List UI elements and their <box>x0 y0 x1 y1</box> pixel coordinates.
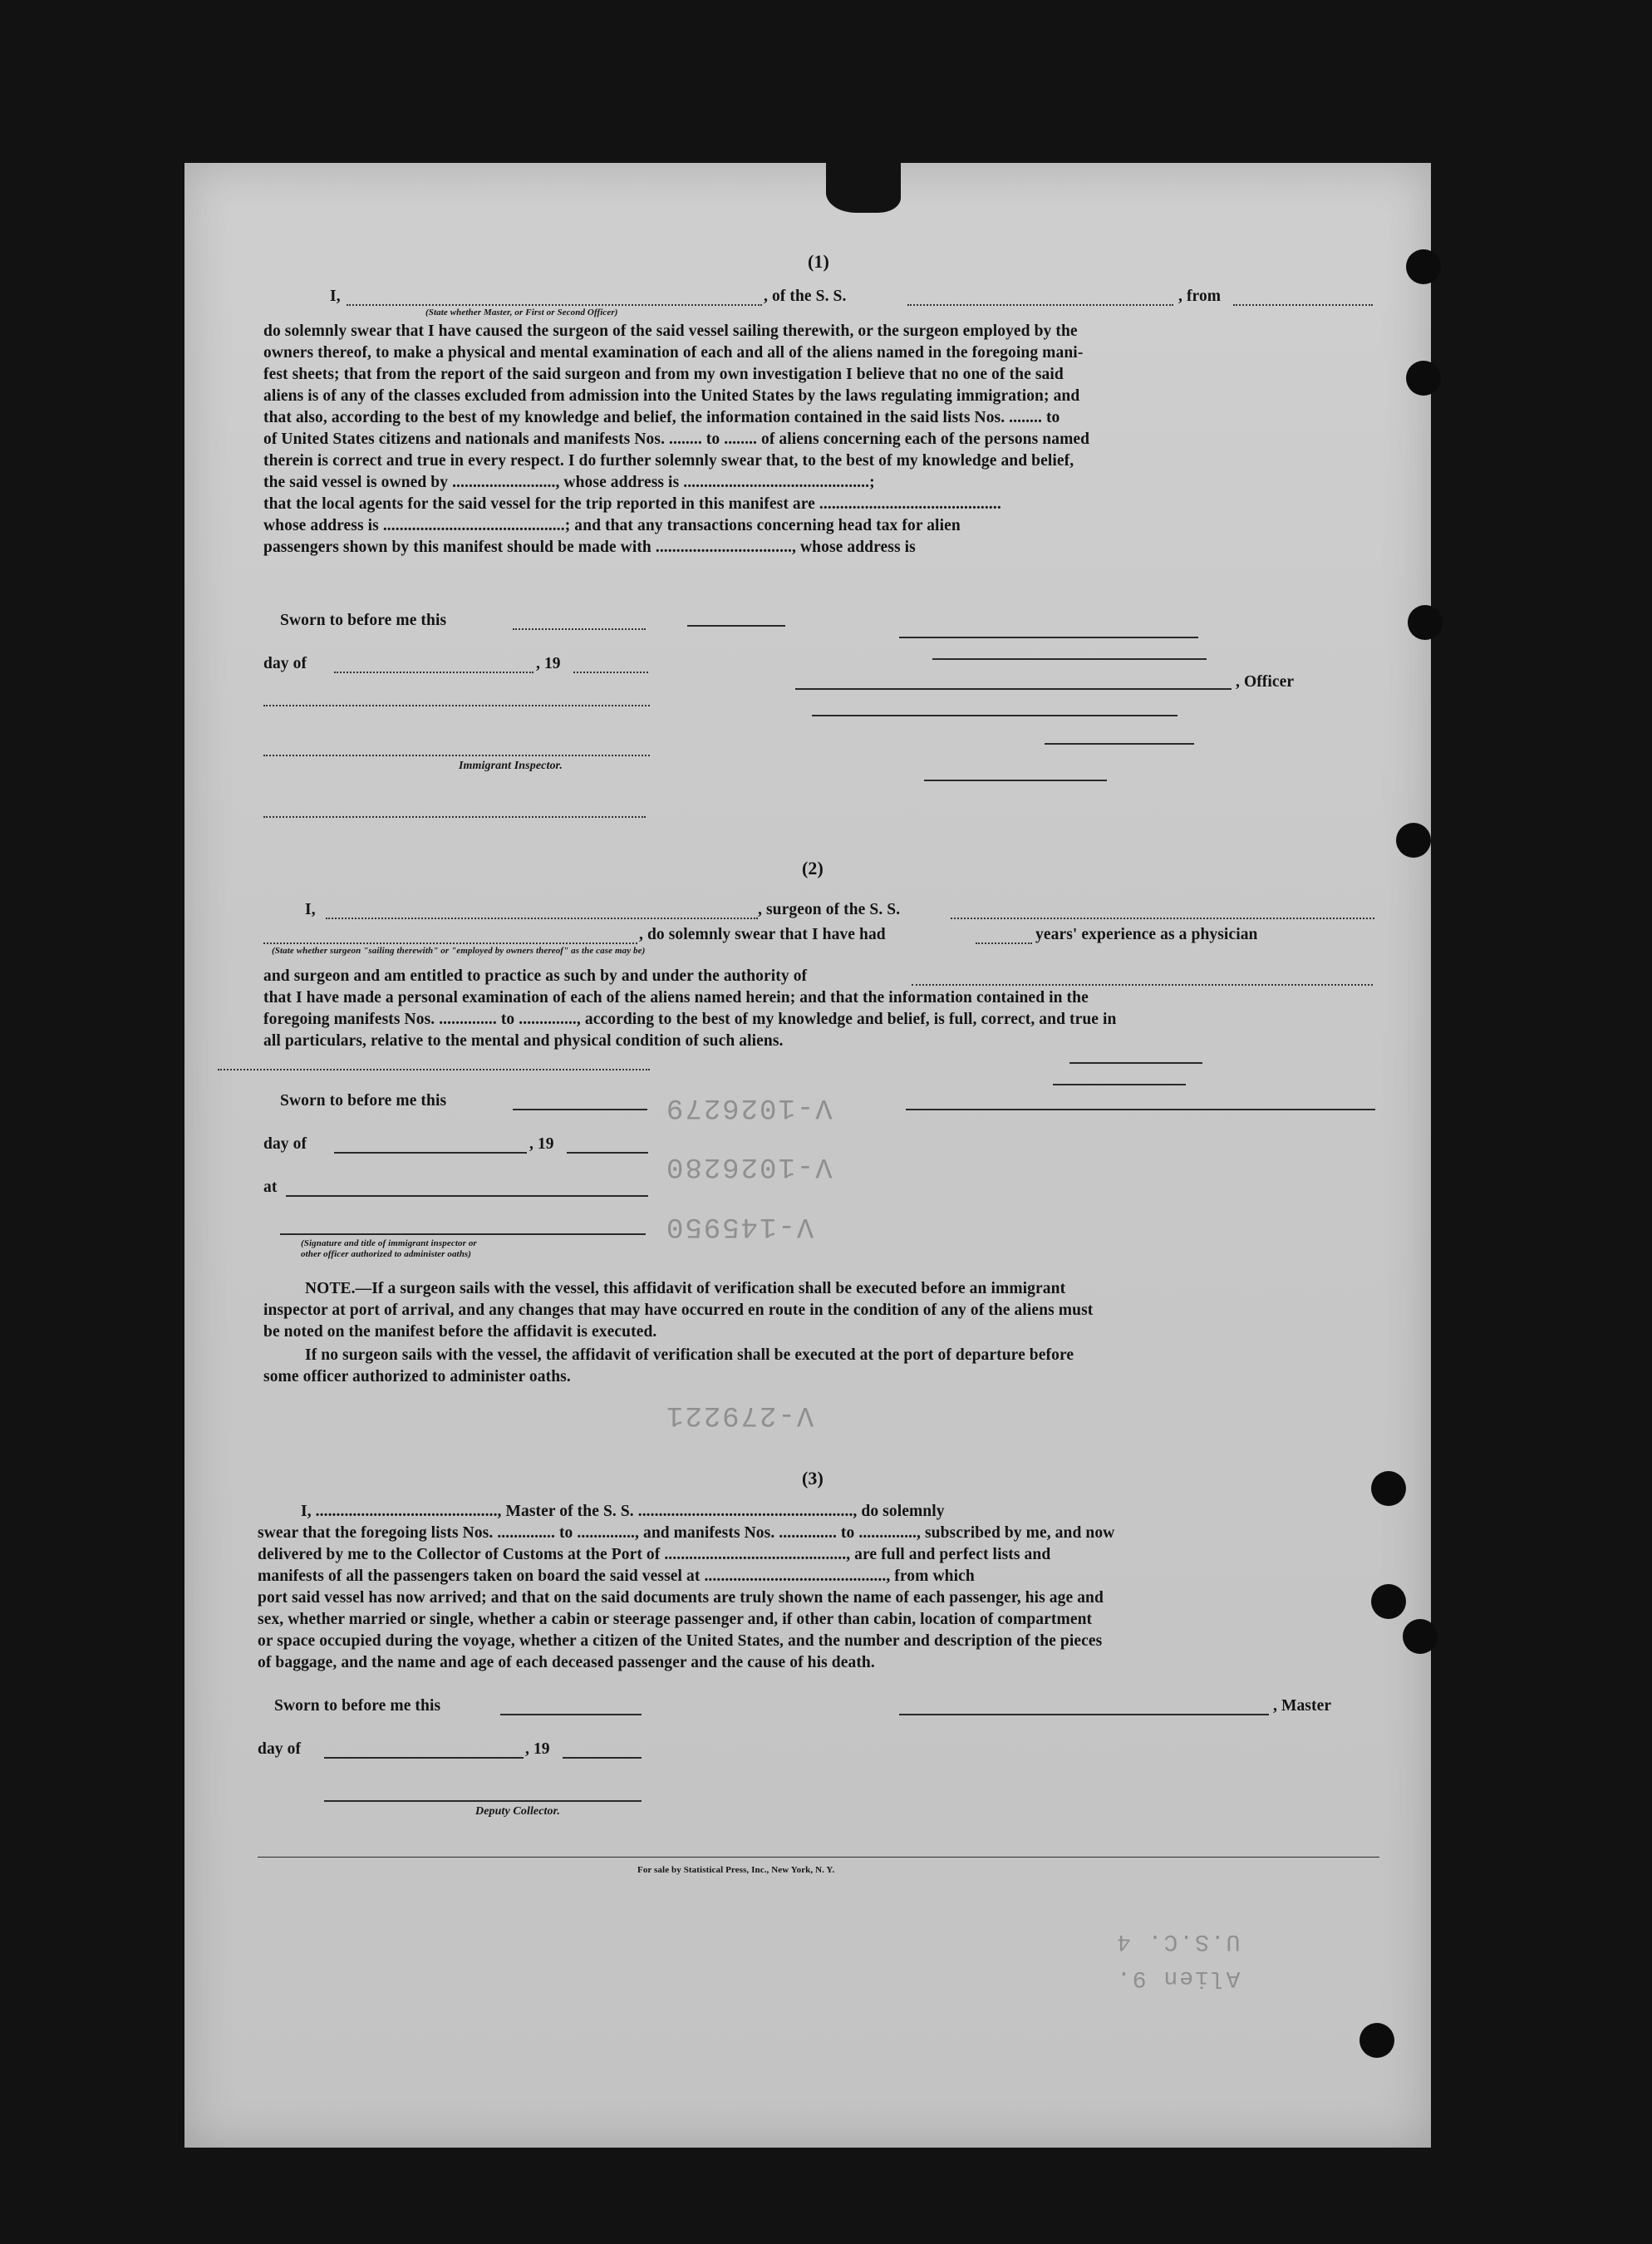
s2-at: at <box>263 1179 278 1196</box>
s2-line-2: that I have made a personal examination of each of the aliens named herein; and that the information contained in the <box>263 989 1089 1006</box>
s1-rule-c <box>932 658 1207 660</box>
s2-note-5: some officer authorized to administer oaths. <box>263 1368 571 1385</box>
s2-line-4: all particulars, relative to the mental and physical condition of such aliens. <box>263 1032 784 1050</box>
of-ss-label: , of the S. S. <box>764 288 847 305</box>
section-1-number: (1) <box>808 251 829 272</box>
s3-deputy-line <box>324 1800 642 1802</box>
section-3-number: (3) <box>802 1468 824 1489</box>
punch-hole <box>1408 605 1443 640</box>
s1-inspector-line <box>263 755 650 756</box>
footer-rule <box>258 1857 1379 1858</box>
bleed-through-number-4: V-279221 <box>665 1399 814 1430</box>
from-field <box>1233 304 1373 306</box>
paper-tear <box>826 163 901 213</box>
s2-vessel-field <box>951 918 1374 919</box>
section-2-i: I, <box>305 901 316 918</box>
s2-rule-b <box>1053 1084 1186 1085</box>
s3-line-7: or space occupied during the voyage, whether a citizen of the United States, and the number and description of the pieces <box>258 1632 1103 1650</box>
s2-sig-hint-2: other officer authorized to administer oaths) <box>301 1249 472 1259</box>
s2-note-4: If no surgeon sails with the vessel, the affidavit of verification shall be executed at the port of departure before <box>305 1346 1074 1364</box>
swear-label: , do solemnly swear that I have had <box>639 926 886 943</box>
s3-line-8: of baggage, and the name and age of each deceased passenger and the cause of his death. <box>258 1654 875 1671</box>
s2-sworn: Sworn to before me this <box>280 1092 447 1110</box>
authority-field <box>912 984 1373 986</box>
s1-line-11: passengers shown by this manifest should be made with ................................., whose address is <box>263 539 916 556</box>
s1-rule-g <box>924 780 1107 781</box>
punch-hole <box>1406 361 1441 396</box>
punch-hole <box>1359 2023 1394 2058</box>
s1-line-4: aliens is of any of the classes excluded from admission into the United States by the laws regulating immigration; and <box>263 387 1080 405</box>
s1-line-h <box>263 816 646 818</box>
years-field <box>976 942 1032 944</box>
s1-day-field <box>334 672 533 673</box>
bleed-through-number-3: V-145950 <box>665 1210 814 1242</box>
footer-imprint: For sale by Statistical Press, Inc., New York, N. Y. <box>637 1865 835 1875</box>
s1-line-2: owners thereof, to make a physical and mental examination of each and all of the aliens named in the foregoing mani- <box>263 344 1084 362</box>
s2-year: , 19 <box>529 1135 554 1153</box>
s2-sig-line-c <box>280 1233 646 1235</box>
s1-line-1: do solemnly swear that I have caused the surgeon of the said vessel sailing therewith, or the surgeon employed by the <box>263 322 1078 340</box>
s2-sig-line-b <box>906 1109 1375 1110</box>
s3-sworn: Sworn to before me this <box>274 1697 441 1715</box>
section-1-i: I, <box>330 288 341 305</box>
from-label: , from <box>1178 288 1222 305</box>
s2-at-field <box>286 1195 648 1197</box>
s1-line-9: that the local agents for the said vessel for the trip reported in this manifest are ............................................ <box>263 495 1001 513</box>
s3-line-2: swear that the foregoing lists Nos. .............. to .............., and manifests Nos. .............. to .............., subscribed by me, and now <box>258 1524 1115 1542</box>
s2-note-1: NOTE.—If a surgeon sails with the vessel, this affidavit of verification shall be executed before an immigrant <box>305 1280 1066 1297</box>
s1-rule-b <box>899 637 1198 638</box>
s2-note-2: inspector at port of arrival, and any changes that may have occurred en route in the condition of any of the aliens must <box>263 1302 1094 1319</box>
s3-deputy: Deputy Collector. <box>475 1805 561 1818</box>
s3-line-1: I, ............................................, Master of the S. S. ...................................................., do solemnly <box>301 1503 945 1520</box>
s2-rule-a <box>1069 1062 1202 1064</box>
officer-name-field <box>347 304 762 306</box>
surgeon-name-field <box>326 918 758 919</box>
s3-line-4: manifests of all the passengers taken on board the said vessel at ............................................, from which <box>258 1567 975 1585</box>
s2-note-3: be noted on the manifest before the affidavit is executed. <box>263 1323 657 1341</box>
s1-line-5: that also, according to the best of my knowledge and belief, the information contained in the said lists Nos. ........ to <box>263 409 1060 426</box>
manifest-back-page <box>184 163 1431 2148</box>
s1-year-field <box>573 672 648 673</box>
s1-rule-a <box>687 625 785 627</box>
s3-year-field <box>563 1757 642 1759</box>
s2-year-field <box>567 1152 648 1154</box>
s3-master-line <box>899 1714 1269 1715</box>
bleed-through-number-2: V-1026280 <box>665 1150 833 1182</box>
s1-year: , 19 <box>536 655 561 672</box>
section-2-number: (2) <box>802 858 824 878</box>
punch-hole <box>1403 1619 1438 1654</box>
s2-line-1: and surgeon and am entitled to practice as such by and under the authority of <box>263 967 808 985</box>
s1-sworn-field <box>513 628 646 630</box>
bleed-through-number-1: V-1026279 <box>665 1091 833 1123</box>
s2-day-field <box>334 1152 527 1154</box>
s1-officer: , Officer <box>1236 673 1295 691</box>
s2-sworn-field <box>513 1109 647 1110</box>
s2-sig-line-a <box>218 1069 650 1070</box>
s1-rule-e <box>812 715 1178 716</box>
s1-sworn: Sworn to before me this <box>280 612 447 629</box>
surgeon-hint: (State whether surgeon "sailing therewith" or "employed by owners thereof" as the case may be) <box>272 946 646 956</box>
punch-hole <box>1396 823 1431 858</box>
s2-day-of: day of <box>263 1135 307 1153</box>
s1-line-6: of United States citizens and nationals and manifests Nos. ........ to ........ of aliens concerning each of the persons named <box>263 431 1090 448</box>
officer-hint: (State whether Master, or First or Second Officer) <box>425 308 618 317</box>
s2-name-field-2 <box>263 942 637 944</box>
punch-hole <box>1371 1471 1406 1506</box>
s3-day-field <box>324 1757 524 1759</box>
s1-line-8: the said vessel is owned by ........................., whose address is .............................................; <box>263 474 875 491</box>
experience-label: years' experience as a physician <box>1035 926 1258 943</box>
bleed-through-us: U.S.C. 4 <box>1115 1928 1241 1954</box>
s1-line-d <box>263 705 650 706</box>
s3-line-5: port said vessel has now arrived; and that on the said documents are truly shown the name of each passenger, his age and <box>258 1589 1104 1607</box>
vessel-name-field <box>907 304 1173 306</box>
s2-line-3: foregoing manifests Nos. .............. to .............., according to the best of my knowledge and belief, is full, correct, and true in <box>263 1011 1117 1028</box>
s1-rule-f <box>1045 743 1194 745</box>
s3-master: , Master <box>1273 1697 1332 1715</box>
punch-hole <box>1406 249 1441 284</box>
punch-hole <box>1371 1584 1406 1619</box>
s1-officer-line <box>795 688 1232 690</box>
s3-year: , 19 <box>525 1740 550 1758</box>
s1-line-7: therein is correct and true in every respect. I do further solemnly swear that, to the best of my knowledge and belief, <box>263 452 1074 470</box>
s1-line-3: fest sheets; that from the report of the said surgeon and from my own investigation I believe that no one of the said <box>263 366 1064 383</box>
s1-line-10: whose address is ............................................; and that any transactions concerning head tax for alien <box>263 517 961 534</box>
s1-inspector: Immigrant Inspector. <box>459 760 563 772</box>
s2-sig-hint-1: (Signature and title of immigrant inspector or <box>301 1238 477 1248</box>
s3-line-6: sex, whether married or single, whether a cabin or steerage passenger and, if other than cabin, location of compartment <box>258 1611 1093 1628</box>
bleed-through-alien: Alien 9. <box>1115 1965 1241 1991</box>
surgeon-label: , surgeon of the S. S. <box>758 901 901 918</box>
s3-day-of: day of <box>258 1740 302 1758</box>
s3-line-3: delivered by me to the Collector of Customs at the Port of ............................................, are full and perfect lists and <box>258 1546 1051 1563</box>
s3-sworn-field <box>500 1714 642 1715</box>
s1-day-of: day of <box>263 655 307 672</box>
